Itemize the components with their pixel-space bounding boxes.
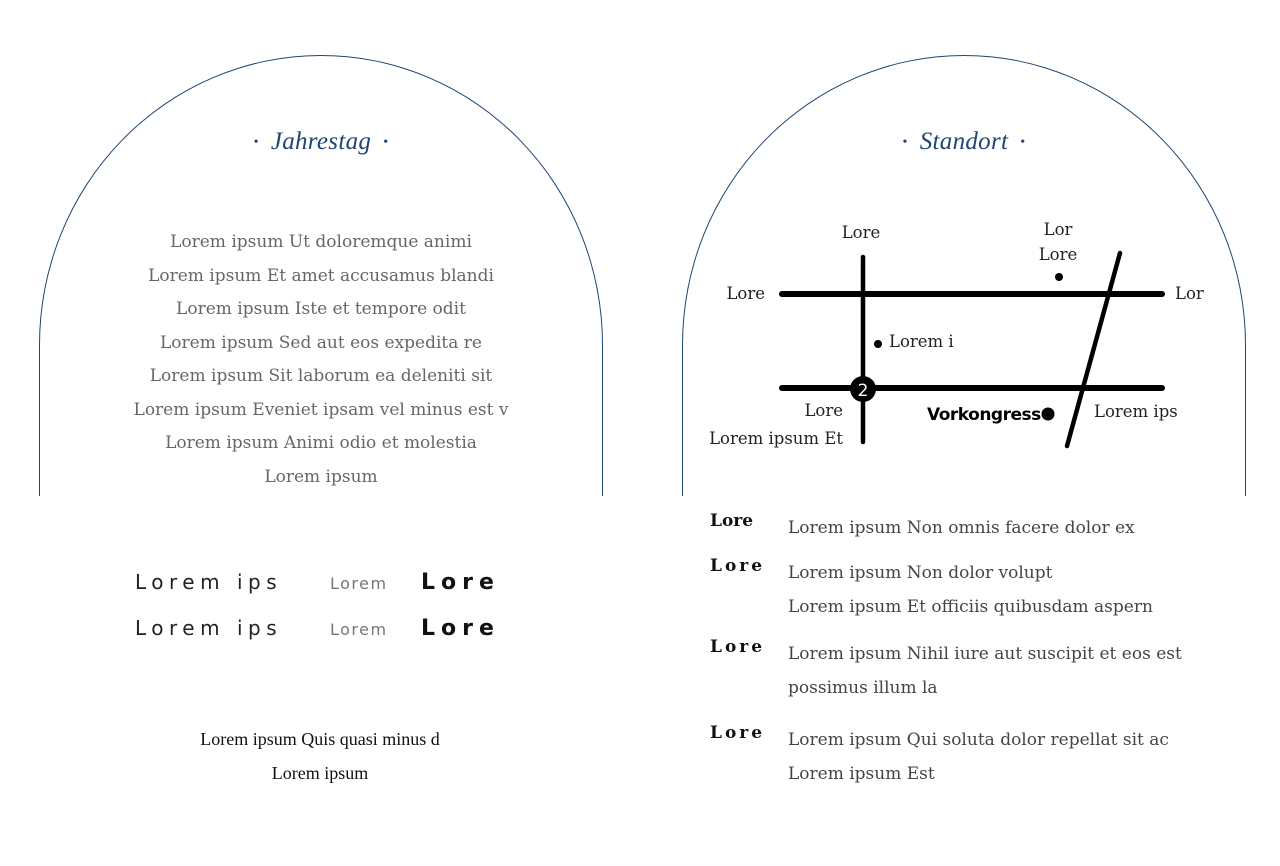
poem-block: [39, 226, 603, 494]
agenda-line: Lorem ipsum Qui soluta dolor repellat sit ac: [788, 730, 1169, 750]
location-title-text: Standort: [919, 128, 1009, 155]
map-label-right-street: Lor: [1175, 284, 1204, 303]
schedule-place: Lore: [421, 616, 500, 641]
schedule-time: Lorem: [330, 574, 388, 593]
agenda-line: Lorem ipsum Non dolor volupt: [788, 563, 1053, 583]
map-label-top-right-2: Lore: [1038, 245, 1078, 264]
title-dot-left: •: [253, 135, 259, 151]
map-label-top-left: Lore: [841, 223, 881, 242]
agenda-label: Lore: [710, 511, 754, 531]
agenda-text: [788, 637, 1182, 705]
venue-marker-icon: [1042, 408, 1055, 421]
venue-label: Vorkongress: [927, 405, 1041, 425]
closing-note: [60, 722, 580, 790]
map-label-middle-poi: Lorem i: [889, 332, 954, 351]
anniversary-title: [39, 128, 603, 156]
poem-line: Lorem ipsum Ut doloremque animi: [170, 232, 472, 252]
schedule-place: Lore: [421, 570, 500, 595]
agenda-line: Lorem ipsum Nihil iure aut suscipit et eos est: [788, 644, 1182, 664]
map-label-lower-left-2: Lorem ipsum Et: [709, 429, 843, 448]
anniversary-title-text: Jahrestag: [270, 128, 372, 155]
poem-line: Lorem ipsum Sit laborum ea deleniti sit: [149, 366, 493, 386]
note-line: Lorem ipsum: [271, 763, 369, 783]
poi-dot-middle: [874, 340, 882, 348]
title-dot-left: •: [902, 135, 908, 151]
agenda-text: [788, 556, 1153, 624]
schedule-row: [110, 616, 530, 646]
location-map: [682, 210, 1246, 460]
map-label-lower-left: Lore: [804, 401, 843, 420]
schedule-name: Lorem ips: [135, 616, 283, 640]
poi-dot-top: [1055, 273, 1063, 281]
title-dot-right: •: [383, 135, 389, 151]
poem-line: Lorem ipsum Iste et tempore odit: [176, 299, 466, 319]
title-dot-right: •: [1020, 135, 1026, 151]
schedule-time: Lorem: [330, 620, 388, 639]
schedule-name: Lorem ips: [135, 570, 283, 594]
schedule-row: [110, 570, 530, 600]
poem-line: Lorem ipsum Sed aut eos expedita re: [160, 332, 482, 353]
agenda-line: Lorem ipsum Est: [788, 764, 935, 784]
map-label-top-right: Lor: [1043, 220, 1073, 239]
route-number: 2: [857, 381, 869, 401]
agenda-line: possimus illum la: [788, 678, 938, 698]
poem-line: Lorem ipsum Eveniet ipsam vel minus est v: [133, 399, 509, 420]
agenda-label: Lore: [710, 556, 766, 576]
poem-line: Lorem ipsum Et amet accusamus blandi: [148, 265, 494, 286]
note-line: Lorem ipsum Quis quasi minus d: [200, 729, 440, 749]
agenda-line: Lorem ipsum Non omnis facere dolor ex: [788, 518, 1135, 538]
agenda-label: Lore: [710, 637, 766, 657]
agenda-label: Lore: [710, 723, 766, 743]
agenda-text: [788, 723, 1169, 791]
agenda-line: Lorem ipsum Et officiis quibusdam aspern: [788, 597, 1153, 617]
agenda-text: [788, 511, 1135, 545]
location-title: [682, 128, 1246, 156]
map-label-lower-right: Lorem ips: [1094, 402, 1178, 421]
poem-line: Lorem ipsum: [264, 466, 378, 487]
map-label-left-street: Lore: [726, 284, 765, 303]
poem-line: Lorem ipsum Animi odio et molestia: [165, 433, 477, 453]
